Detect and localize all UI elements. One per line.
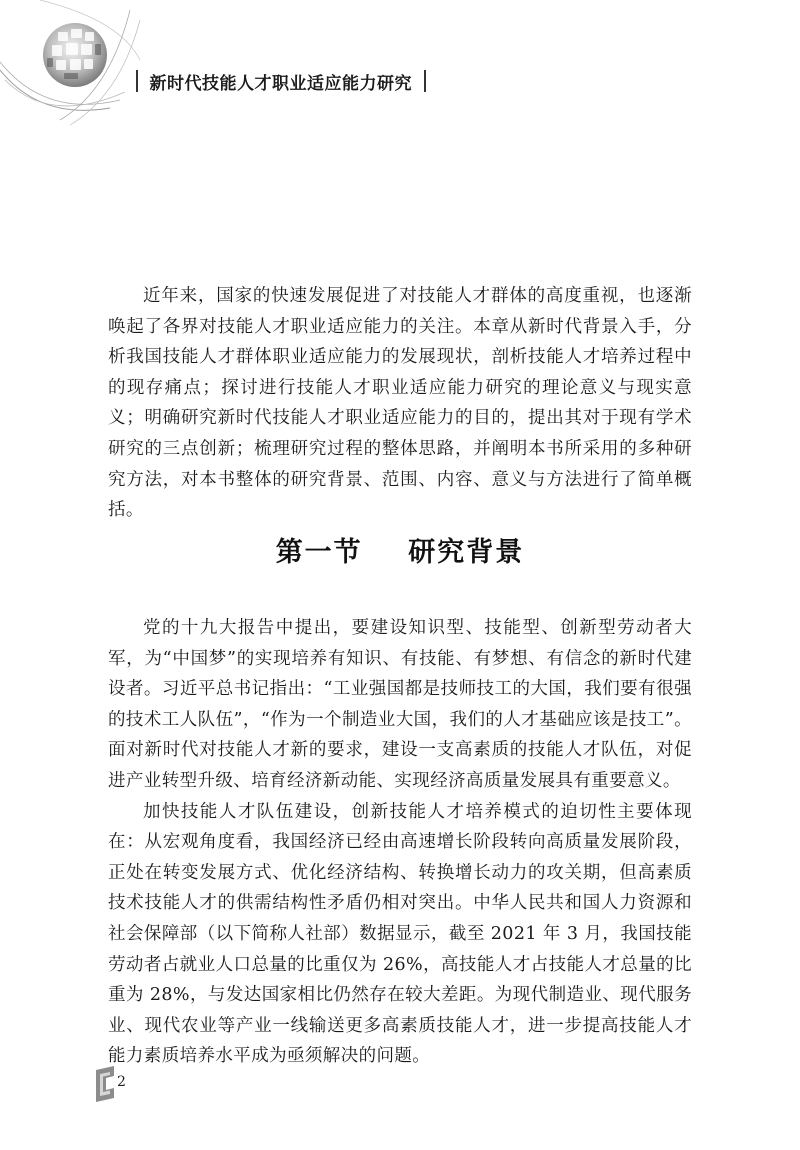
- intro-paragraph: 近年来，国家的快速发展促进了对技能人才群体的高度重视，也逐渐唤起了各界对技能人才职业适应能力的关注。本章从新时代背景入手，分析我国技能人才群体职业适应能力的发展现状，剖析技能人才培养过程中的现存痛点；探讨进行技能人才职业适应能力研究的理论意义与现实意义；明确研究新时代技能人才职业适应能力的目的，提出其对于现有学术研究的三点创新；梳理研究过程的整体思路，并阐明本书所采用的多种研究方法，对本书整体的研究背景、范围、内容、意义与方法进行了简单概括。: [108, 286, 692, 521]
- globe-logo-icon: [0, 0, 150, 140]
- running-header: [136, 64, 426, 98]
- body-paragraph: 党的十九大报告中提出，要建设知识型、技能型、创新型劳动者大军，为“中国梦”的实现培养有知识、有技能、有梦想、有信念的新时代建设者。习近平总书记指出：“工业强国都是技师技工的大国，我们要有很强的技术工人队伍”，“作为一个制造业大国，我们的人才基础应该是技工”。面对新时代对技能人才新的要求，建设一支高素质的技能人才队伍，对促进产业转型升级、培育经济新动能、实现经济高质量发展具有重要意义。: [108, 618, 692, 791]
- page-number: 2: [117, 1074, 126, 1090]
- section-heading: 第一节 研究背景: [275, 537, 525, 568]
- body-paragraph: 加快技能人才队伍建设，创新技能人才培养模式的迫切性主要体现在：从宏观角度看，我国经济已经由高速增长阶段转向高质量发展阶段，正处在转变发展方式、优化经济结构、转换增长动力的攻关期，但高素质技术技能人才的供需结构性矛盾仍相对突出。中华人民共和国人力资源和社会保障部（以下简称人社部）数据显示，截至 2021 年 3 月，我国技能劳动者占就业人口总量的比重仅为 26%，高技能人才占技能人才总量的比重为 28%，与发达国家相比仍然存在较大差距。为现代制造业、现代服务业、现代农业等产业一线输送更多高素质技能人才，进一步提高技能人才能力素质培养水平成为亟须解决的问题。: [108, 801, 692, 1067]
- running-head-title: 新时代技能人才职业适应能力研究: [149, 73, 412, 94]
- section-body: [108, 613, 692, 1072]
- chapter-intro: [108, 281, 692, 526]
- header-separator-right: [424, 70, 426, 92]
